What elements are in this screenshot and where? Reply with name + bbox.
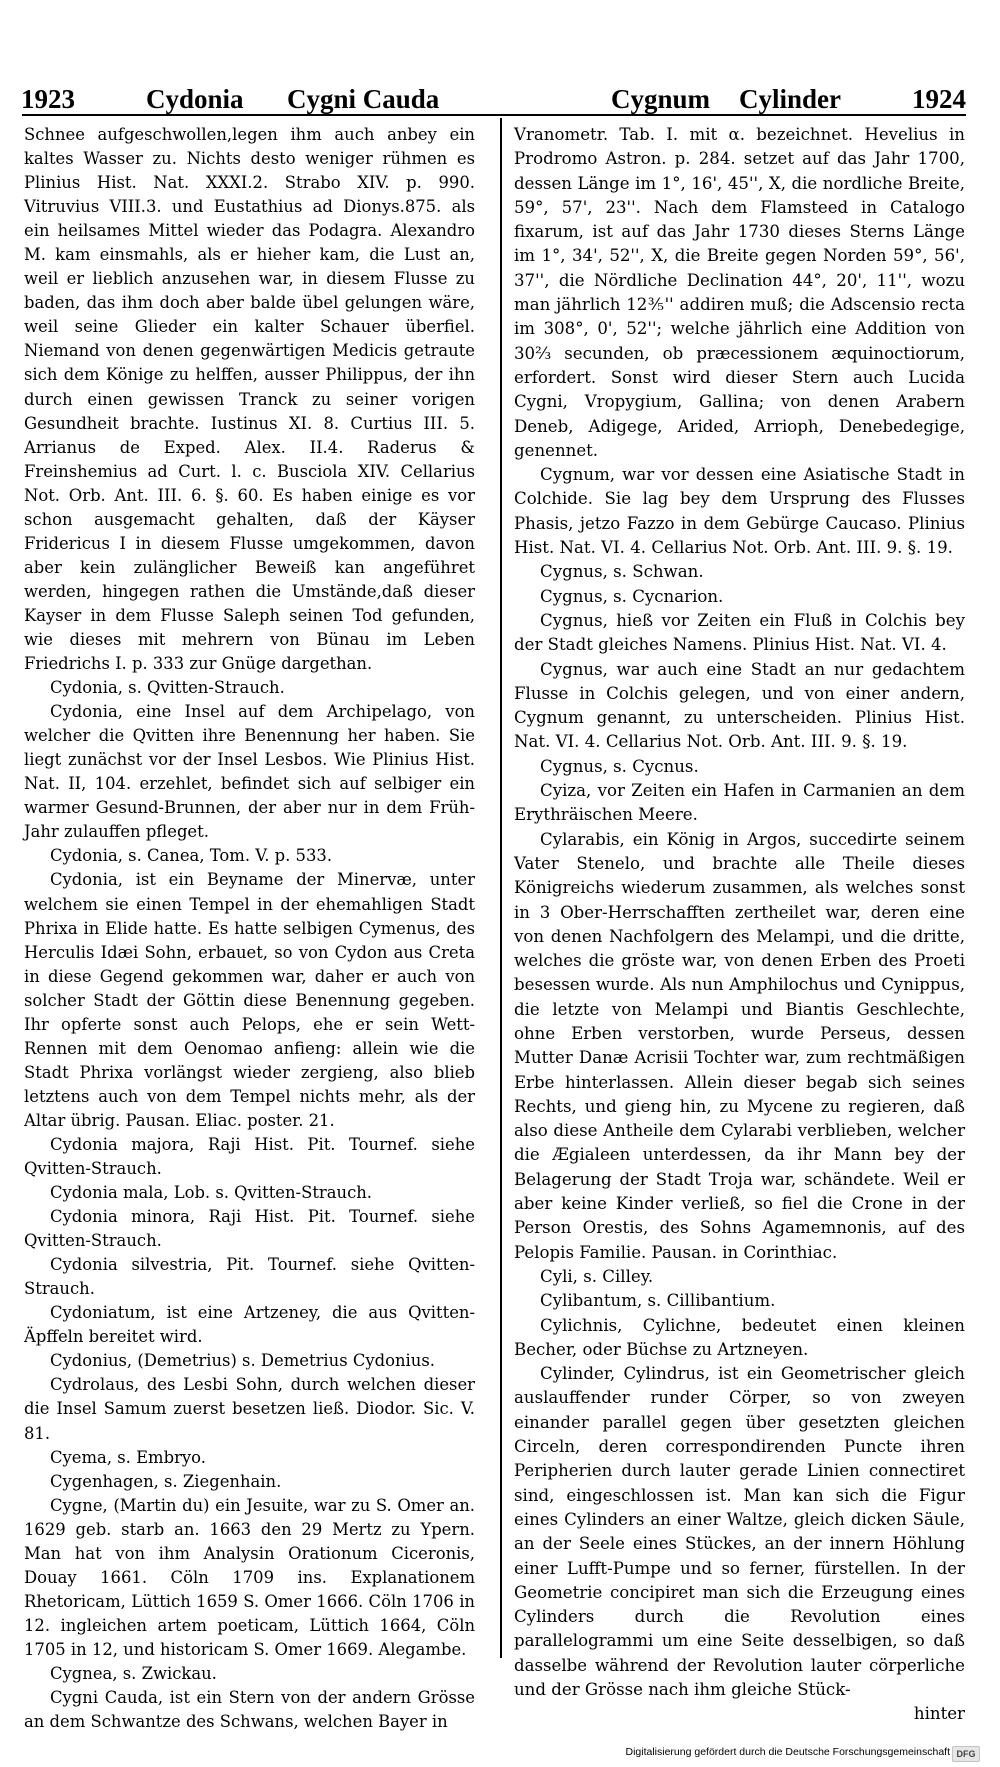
dictionary-entry: Cydrolaus, des Lesbi Sohn, durch welchen dieser die Insel Samum zuerst besetzen ließ. Diodor. Sic. V. 81. xyxy=(24,1375,475,1443)
dictionary-entry: Cydonius, (Demetrius) s. Demetrius Cydonius. xyxy=(50,1351,435,1371)
dictionary-entry: Cydonia, s. Canea, Tom. V. p. 533. xyxy=(50,846,333,866)
dictionary-entry: Cylarabis, ein König in Argos, succedirte seinem Vater Stenelo, und brachte alle Theile dieses Königreichs wiederum zusammen, als welches sonst in 3 Ober-Herrschafften zertheilet war, deren eine von denen Nachfolgern des Melampi, und die dritte, welches die gröste war, von denen Erben des Proeti besessen wurde. Als nun Amphilochus und Cynippus, die letzte von Melampi und Biantis Geschlechte, ohne Erben verstorben, wurde Perseus, dessen Mutter Danæ Acrisii Tochter war, zum rechtmäßigen Erbe hinterlassen. Allein dieser begab sich seines Rechts, und gieng hin, zu Mycene zu regieren, daß also diese Antheile dem Cylarabi verblieben, welcher die Ægialeen unterdessen, da ihr Mann bey der Belagerung der Stadt Troja war, schändete. Weil er aber keine Kinder verließ, so fiel die Crone in der Person Orestis, des Sohns Agamemnonis, auf des Pelopis Familie. Pausan. in Corinthiac. xyxy=(514,829,965,1262)
dictionary-entry: Cyema, s. Embryo. xyxy=(50,1447,206,1467)
catchword-right-first: Cygnum xyxy=(611,84,711,114)
page-number-left: 1923 xyxy=(21,84,75,114)
dictionary-entry: Cydoniatum, ist eine Artzeney, die aus Qvitten-Äpffeln bereitet wird. xyxy=(24,1303,475,1347)
page-number-right: 1924 xyxy=(912,84,966,114)
dictionary-entry: Cydonia, eine Insel auf dem Archipelago, von welcher die Qvitten ihre Benennung her haben. Sie liegt zunächst vor der Insel Lesbos. Wie Plinius Hist. Nat. II, 104. erzehlet, befindet sich auf selbiger ein warmer Gesund-Brunnen, der aber nur in dem Früh-Jahr zulauffen pfleget. xyxy=(24,702,475,842)
dfg-logo-icon: DFG xyxy=(952,1746,980,1762)
dictionary-entry: Cydonia, ist ein Beyname der Minervæ, unter welchem sie einen Tempel in der ehemahligen Stadt Phrixa in Elide hatte. Es hatte selbigen Cymenus, des Herculis Idæi Sohn, erbauet, so von Cydon aus Creta in diese Gegend gekommen war, daher er auch von solcher Stadt der Göttin diese Benennung gegeben. Ihr opferte sonst auch Pelops, ehe er sein Wett-Rennen mit dem Oenomao anfieng: allein wie die Stadt Phrixa vorlängst wieder zergieng, also blieb letztens auch von dem Tempel nichts mehr, als der Altar übrig. Pausan. Eliac. poster. 21. xyxy=(24,870,475,1130)
left-column xyxy=(24,123,475,1734)
dictionary-entry: Cylinder, Cylindrus, ist ein Geometrischer gleich auslauffender runder Cörper, so von zweyen einander parallel gegen über gesetzten gleichen Circeln, deren correspondirenden Puncte ihren Peripherien durch lauter gerade Linien connectiret sind, eingeschlossen ist. Man kan sich die Figur eines Cylinders an einer Waltze, gleich dicken Säule, an der Seele eines Stückes, an der innern Höhlung einer Lufft-Pumpe und so ferner, fürstellen. In der Geometrie concipiret man sich die Erzeugung eines Cylinders durch die Revolution eines parallelogrammi um eine Seite desselbigen, so daß dasselbe während der Revolution lauter cörperliche und der Grösse nach ihm gleiche Stück- xyxy=(514,1364,965,1699)
dictionary-entry: Cydonia minora, Raji Hist. Pit. Tournef. siehe Qvitten-Strauch. xyxy=(24,1207,475,1251)
dictionary-entry: Schnee aufgeschwollen,legen ihm auch anbey ein kaltes Wasser zu. Nichts desto weniger rühmen es Plinius Hist. Nat. XXXI.2. Strabo XIV. p. 990. Vitruvius VIII.3. und Eustathius ad Dionys.875. als ein heilsames Mittel wieder das Podagra. Alexandro M. kam einsmahls, als er hieher kam, die Lust an, weil er lieblich anzusehen war, in diesem Flusse zu baden, das ihm doch aber balde übel gelungen wäre, weil seine Glieder ein kalter Schauer überfiel. Niemand von denen gegenwärtigen Medicis getraute sich dem Könige zu helffen, ausser Philippus, der ihn durch einen gewissen Tranck zu seiner vorigen Gesundheit brachte. Iustinus XI. 8. Curtius III. 5. Arrianus de Exped. Alex. II.4. Raderus & Freinshemius ad Curt. l. c. Busciola XIV. Cellarius Not. Orb. Ant. III. 6. §. 60. Es haben einige es vor schon ausgemacht gehalten, daß der Käyser Fridericus I in diesem Flusse umgekommen, davon aber kein zulänglicher Beweiß kan angeführet werden, hingegen rathen die Umstände,daß dieser Kayser in dem Flusse Saleph seinen Tod gefunden, wie dieses mit mehrern von Bünau im Leben Friedrichs I. p. 333 zur Gnüge dargethan. xyxy=(24,125,475,674)
running-header xyxy=(0,78,1000,118)
dictionary-entry: Cyiza, vor Zeiten ein Hafen in Carmanien an dem Erythräischen Meere. xyxy=(514,781,965,825)
digitization-credit: Digitalisierung gefördert durch die Deutsche Forschungsgemeinschaft xyxy=(625,1746,950,1758)
dictionary-entry: Cydonia mala, Lob. s. Qvitten-Strauch. xyxy=(50,1183,373,1203)
dictionary-entry: Cygenhagen, s. Ziegenhain. xyxy=(50,1471,282,1491)
dictionary-entry: Cyli, s. Cilley. xyxy=(540,1266,654,1286)
dictionary-entry: Cylichnis, Cylichne, bedeutet einen kleinen Becher, oder Büchse zu Artzneyen. xyxy=(514,1315,965,1359)
header-rule xyxy=(22,114,966,116)
catchword-left-first: Cydonia xyxy=(146,84,244,114)
dictionary-entry: Cydonia majora, Raji Hist. Pit. Tournef. siehe Qvitten-Strauch. xyxy=(24,1134,475,1179)
column-divider xyxy=(500,118,502,1658)
dictionary-entry: Cygnus, s. Schwan. xyxy=(540,562,704,582)
catchword-left-last: Cygni Cauda xyxy=(287,84,440,114)
dictionary-entry: Cydonia, s. Qvitten-Strauch. xyxy=(50,678,285,698)
dictionary-entry: Cygne, (Martin du) ein Jesuite, war zu S. Omer an. 1629 geb. starb an. 1663 den 29 Mertz zu Ypern. Man hat von ihm Analysin Orationum Ciceronis, Douay 1661. Cöln 1709 ins. Explanationem Rhetoricam, Lüttich 1659 S. Omer 1666. Cöln 1706 in 12. ingleichen artem poeticam, Lüttich 1664, Cöln 1705 in 12, und historicam S. Omer 1669. Alegambe. xyxy=(24,1495,475,1659)
dictionary-entry: Cygnus, war auch eine Stadt an nur gedachtem Flusse in Colchis gelegen, und von einer andern, Cygnum genannt, zu unterscheiden. Plinius Hist. Nat. VI. 4. Cellarius Not. Orb. Ant. III. 9. §. 19. xyxy=(514,659,965,752)
dictionary-entry: Cygni Cauda, ist ein Stern von der andern Grösse an dem Schwantze des Schwans, welchen Bayer in xyxy=(24,1688,475,1732)
right-column xyxy=(514,123,965,1727)
dictionary-entry: Cylibantum, s. Cillibantium. xyxy=(540,1291,776,1311)
dictionary-entry: Cygnus, s. Cycnarion. xyxy=(540,586,724,606)
catchword-right-last: Cylinder xyxy=(739,84,842,114)
dictionary-entry: Cygnum, war vor dessen eine Asiatische Stadt in Colchide. Sie lag bey dem Ursprung des Flusses Phasis, jetzo Fazzo in dem Gebürge Caucaso. Plinius Hist. Nat. VI. 4. Cellarius Not. Orb. Ant. III. 9. §. 19. xyxy=(514,465,965,558)
dictionary-entry: Cygnus, hieß vor Zeiten ein Fluß in Colchis bey der Stadt gleiches Namens. Plinius Hist. Nat. VI. 4. xyxy=(514,610,965,655)
dictionary-entry: Cygnea, s. Zwickau. xyxy=(50,1664,217,1683)
dictionary-entry: Vranometr. Tab. I. mit α. bezeichnet. Hevelius in Prodromo Astron. p. 284. setzet auf das Jahr 1700, dessen Länge im 1°, 16', 45'', X, die nordliche Breite, 59°, 57', 23''. Nach dem Flamsteed in Catalogo fixarum, ist auf das Jahr 1730 dieses Sterns Länge im 1°, 34', 52'', X, die Breite gegen Norden 59°, 56', 37'', die Nördliche Declination 44°, 20', 11'', wozu man jährlich 12⅗'' addiren muß; die Adscensio recta im 308°, 0', 52''; welche jährlich eine Addition von 30⅔ secunden, ob præcessionem æquinoctiorum, erfordert. Sonst wird dieser Stern auch Lucida Cygni, Vropygium, Gallina; von denen Arabern Deneb, Adigege, Arided, Arrioph, Denebedegige, genennet. xyxy=(514,125,965,460)
dictionary-entry: Cydonia silvestria, Pit. Tournef. siehe Qvitten-Strauch. xyxy=(24,1255,475,1299)
page-footer xyxy=(540,1746,980,1762)
dictionary-entry: Cygnus, s. Cycnus. xyxy=(540,756,699,776)
catchword-next-page: hinter xyxy=(913,1704,965,1724)
